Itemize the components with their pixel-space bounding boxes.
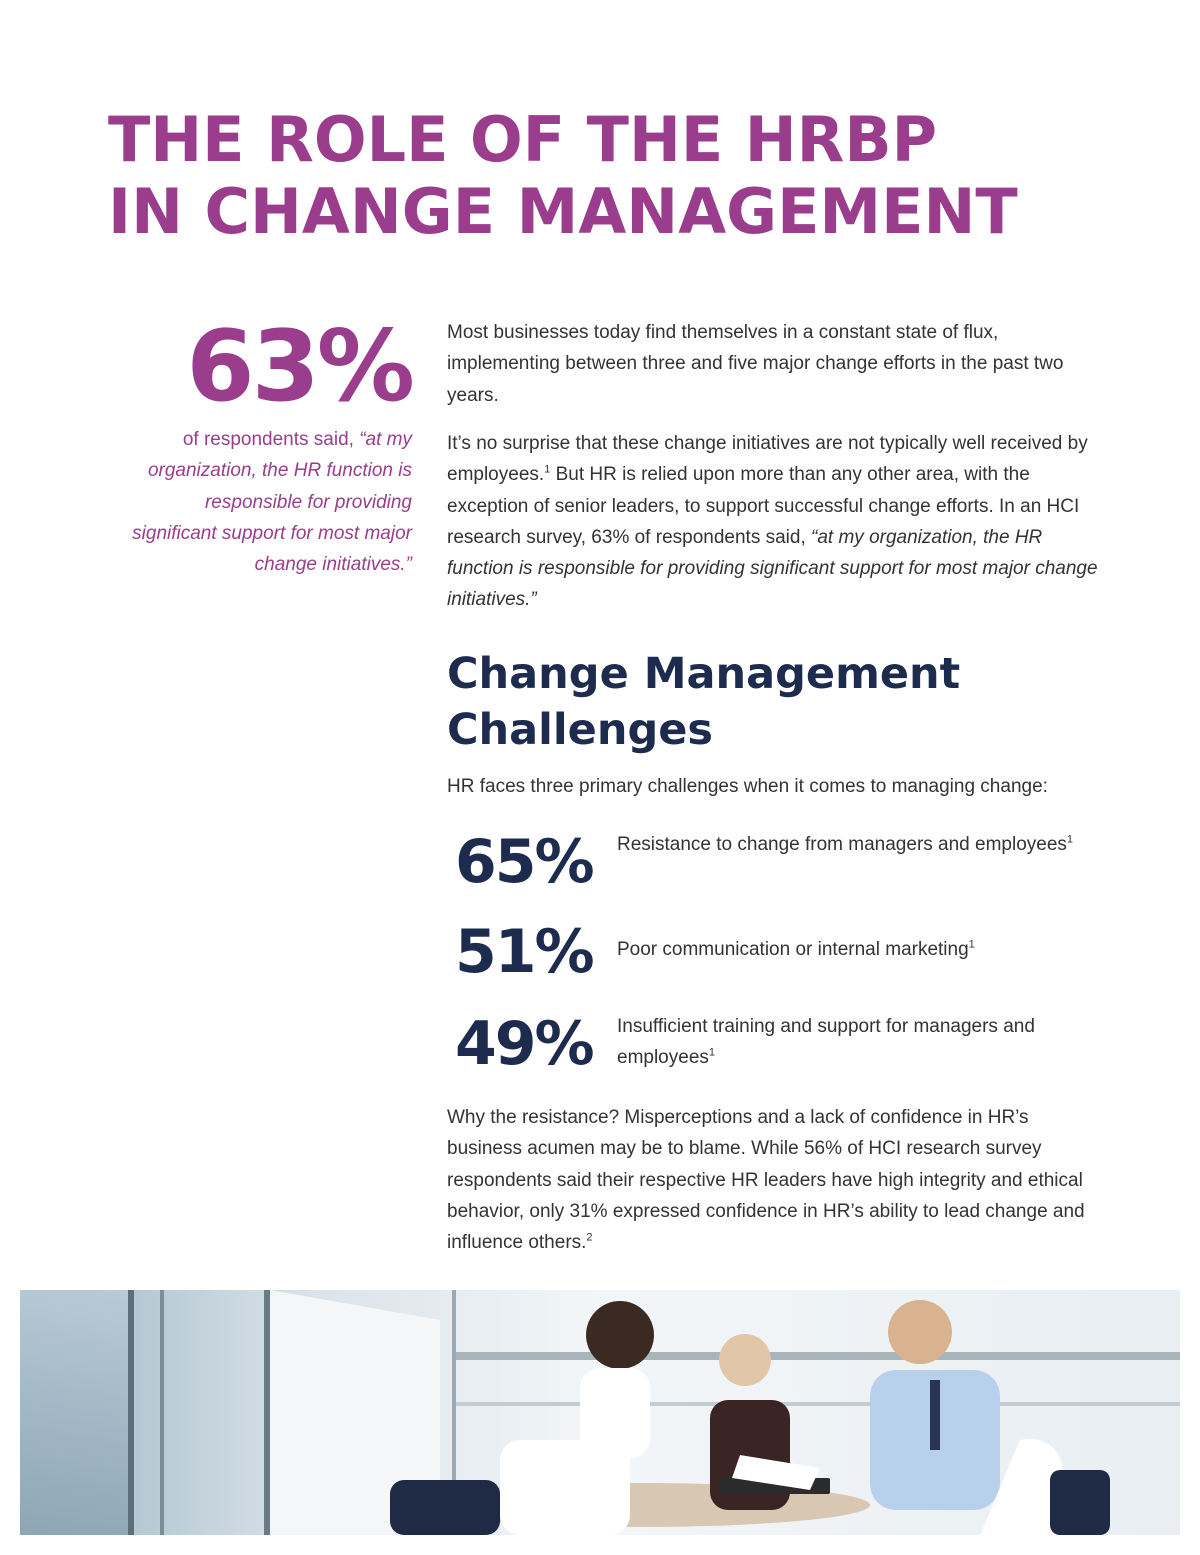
closing-text: Why the resistance? Misperceptions and a lack of confidence in HR’s business acumen may be to blame. While 56% of HCI research survey respondents said their respective HR leaders have high integrity and ethical behavior, only 31% expressed confidence in HR’s ability to lead change and influence others. bbox=[447, 1107, 1085, 1254]
footnote-ref: 1 bbox=[968, 938, 975, 951]
window-rail bbox=[456, 1402, 1180, 1406]
intro-p2-text-b: But HR is relied upon more than any other area, with the exception of senior leaders, to support successful change efforts. In an HCI research survey, 63% of respondents said, bbox=[447, 464, 1080, 548]
page-title-line-2: IN CHANGE MANAGEMENT bbox=[108, 175, 1018, 248]
stat-value: 49% bbox=[455, 1009, 593, 1079]
stat-description bbox=[617, 934, 1097, 965]
footnote-ref: 2 bbox=[586, 1231, 593, 1244]
section-heading-line-2: Challenges bbox=[447, 705, 713, 755]
stat-row-resistance bbox=[455, 822, 1115, 902]
intro-p2-italic: “at my organization, the HR function is responsible for providing significant support for most major change initiatives.” bbox=[447, 526, 1098, 611]
intro-paragraph-1: Most businesses today find themselves in a constant state of flux, implementing between three and five major change efforts in the past two years. bbox=[447, 322, 1064, 406]
pull-quote-prefix: of respondents said, bbox=[182, 429, 360, 450]
person-head-center bbox=[719, 1334, 771, 1386]
intro-p2-text-a: It’s no surprise that these change initiatives are not typically well received by employees. bbox=[447, 433, 1088, 486]
stat-row-communication bbox=[455, 912, 1115, 992]
glass-panel bbox=[20, 1290, 130, 1535]
person-head-left bbox=[586, 1301, 654, 1369]
footnote-ref: 1 bbox=[1066, 833, 1074, 846]
stat-description-text: Resistance to change from managers and employees bbox=[617, 834, 1067, 855]
stat-value: 51% bbox=[455, 917, 593, 987]
page-title bbox=[108, 104, 1018, 248]
person-torso-left bbox=[580, 1368, 650, 1458]
office-meeting-illustration bbox=[20, 1290, 1180, 1535]
footnote-ref: 1 bbox=[708, 1046, 716, 1059]
section-lead: HR faces three primary challenges when it comes to managing change: bbox=[447, 776, 1048, 797]
pull-quote-italic: “at my organization, the HR function is responsible for providing significant support for most major change initiatives.” bbox=[132, 429, 412, 576]
person-head-right bbox=[888, 1300, 952, 1364]
section-heading bbox=[447, 646, 1107, 758]
window-frame bbox=[128, 1290, 134, 1535]
closing-paragraph bbox=[447, 1102, 1107, 1258]
footnote-ref: 1 bbox=[544, 463, 551, 476]
window-rail bbox=[456, 1352, 1180, 1360]
stat-value: 65% bbox=[455, 827, 593, 897]
sidebar-stat: 63% bbox=[186, 310, 412, 424]
person-tie-right bbox=[930, 1380, 940, 1450]
office-meeting-photo bbox=[20, 1290, 1180, 1535]
window-frame bbox=[264, 1290, 270, 1535]
stat-description bbox=[617, 1011, 1097, 1074]
jacket-on-chair bbox=[390, 1480, 500, 1535]
stat-description-text: Insufficient training and support for managers and employees bbox=[617, 1016, 1035, 1069]
sidebar-pull-quote bbox=[130, 424, 412, 580]
window-frame bbox=[160, 1290, 164, 1535]
section-heading-line-1: Change Management bbox=[447, 649, 961, 699]
stat-row-training bbox=[455, 1004, 1115, 1084]
intro-paragraph-2 bbox=[447, 428, 1107, 616]
page-title-line-1: THE ROLE OF THE HRBP bbox=[108, 103, 938, 176]
stat-description bbox=[617, 829, 1097, 860]
jacket-on-chair bbox=[1050, 1470, 1110, 1535]
stat-description-text: Poor communication or internal marketing bbox=[617, 939, 969, 960]
